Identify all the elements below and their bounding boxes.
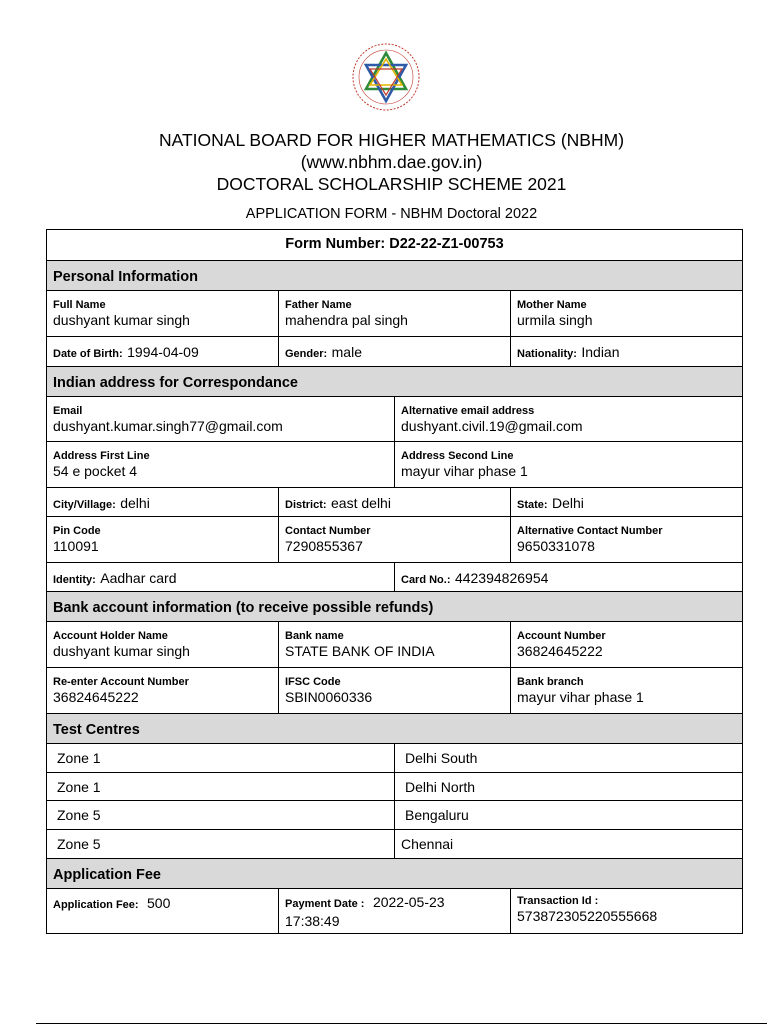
alt-email-label: Alternative email address — [401, 405, 535, 417]
centre-city: Delhi North — [405, 779, 476, 795]
dob-value: 1994-04-09 — [127, 344, 199, 360]
gender-value: male — [331, 344, 362, 360]
ifsc-cell — [279, 668, 511, 713]
centre-row — [47, 830, 742, 859]
identity-cell — [47, 563, 395, 591]
email-cell — [47, 397, 395, 441]
board-title: NATIONAL BOARD FOR HIGHER MATHEMATICS (NBHM) — [158, 130, 625, 150]
state-cell — [511, 488, 742, 516]
bank-row-2 — [47, 668, 742, 714]
pin-label: Pin Code — [53, 525, 101, 537]
address-line2-label: Address Second Line — [401, 450, 514, 462]
full-name-cell — [47, 291, 279, 336]
nationality-label: Nationality: — [517, 348, 577, 360]
ifsc-value: SBIN0060336 — [285, 689, 373, 705]
pin-cell — [47, 517, 279, 562]
nbhm-logo — [346, 41, 426, 113]
application-form — [46, 229, 743, 934]
personal-details-row — [47, 337, 742, 367]
identity-value: Aadhar card — [100, 570, 177, 586]
transaction-value: 573872305220555668 — [517, 908, 658, 924]
section-personal — [47, 261, 742, 291]
father-name-value: mahendra pal singh — [285, 312, 408, 328]
father-name-label: Father Name — [285, 299, 352, 311]
district-label: District: — [285, 499, 327, 511]
bank-branch-value: mayur vihar phase 1 — [517, 689, 644, 705]
payment-time-value: 17:38:49 — [285, 913, 340, 929]
contact-row — [47, 517, 742, 563]
holder-label: Account Holder Name — [53, 630, 168, 642]
card-label: Card No.: — [401, 574, 451, 586]
district-value: east delhi — [331, 495, 391, 511]
fee-row — [47, 889, 742, 933]
address-line2-value: mayur vihar phase 1 — [401, 463, 528, 479]
email-value: dushyant.kumar.singh77@gmail.com — [53, 418, 283, 434]
holder-cell — [47, 622, 279, 667]
account-number-cell — [511, 622, 742, 667]
centre-city: Delhi South — [405, 750, 478, 766]
state-value: Delhi — [552, 495, 584, 511]
address-line1-value: 54 e pocket 4 — [53, 463, 138, 479]
address-lines-row — [47, 442, 742, 488]
section-title-personal: Personal Information — [53, 269, 199, 285]
section-title-centres: Test Centres — [53, 722, 140, 738]
section-title-bank: Bank account information (to receive possible refunds) — [53, 600, 434, 616]
full-name-label: Full Name — [53, 299, 106, 311]
mother-name-value: urmila singh — [517, 312, 593, 328]
section-title-fee: Application Fee — [53, 867, 161, 883]
alt-contact-label: Alternative Contact Number — [517, 525, 663, 537]
section-title-address: Indian address for Correspondance — [53, 375, 298, 391]
full-name-value: dushyant kumar singh — [53, 312, 190, 328]
centre-row — [47, 744, 742, 773]
transaction-label: Transaction Id : — [517, 895, 599, 907]
contact-value: 7290855367 — [285, 538, 363, 554]
city-cell — [47, 488, 279, 516]
centre-zone: Zone 1 — [47, 744, 395, 772]
bank-name-cell — [279, 622, 511, 667]
section-bank — [47, 592, 742, 622]
payment-date-value: 2022-05-23 — [372, 894, 445, 910]
account-number-value: 36824645222 — [517, 643, 603, 659]
centre-city: Chennai — [401, 836, 454, 852]
city-row — [47, 488, 742, 517]
reenter-account-label: Re-enter Account Number — [53, 676, 189, 688]
board-website: (www.nbhm.dae.gov.in) — [300, 152, 483, 172]
bank-branch-label: Bank branch — [517, 676, 584, 688]
gender-label: Gender: — [285, 348, 328, 360]
alt-contact-cell — [511, 517, 742, 562]
email-row — [47, 397, 742, 442]
section-test-centres — [47, 714, 742, 744]
section-application-fee — [47, 859, 742, 889]
reenter-account-value: 36824645222 — [53, 689, 139, 705]
holder-value: dushyant kumar singh — [53, 643, 190, 659]
address-line1-cell — [47, 442, 395, 487]
transaction-cell — [511, 889, 742, 933]
address-line1-label: Address First Line — [53, 450, 150, 462]
mother-name-label: Mother Name — [517, 299, 587, 311]
centre-zone: Zone 5 — [47, 830, 395, 858]
alt-email-value: dushyant.civil.19@gmail.com — [401, 418, 583, 434]
fee-label: Application Fee: — [53, 899, 139, 911]
city-value: delhi — [120, 495, 150, 511]
bank-row-1 — [47, 622, 742, 668]
section-address — [47, 367, 742, 397]
form-number-row — [47, 230, 742, 261]
centre-row — [47, 801, 742, 830]
scheme-title: DOCTORAL SCHOLARSHIP SCHEME 2021 — [216, 174, 567, 194]
ifsc-label: IFSC Code — [285, 676, 341, 688]
mother-name-cell — [511, 291, 742, 336]
city-label: City/Village: — [53, 499, 116, 511]
centre-zone: Zone 1 — [47, 773, 395, 800]
bank-branch-cell — [511, 668, 742, 713]
address-line2-cell — [395, 442, 742, 487]
dob-label: Date of Birth: — [53, 348, 123, 360]
nationality-cell — [511, 337, 742, 366]
form-number: Form Number: D22-22-Z1-00753 — [285, 236, 504, 252]
bank-name-label: Bank name — [285, 630, 344, 642]
centre-city: Bengaluru — [405, 807, 469, 823]
email-label: Email — [53, 405, 83, 417]
father-name-cell — [279, 291, 511, 336]
district-cell — [279, 488, 511, 516]
state-label: State: — [517, 499, 548, 511]
centre-row — [47, 773, 742, 801]
payment-date-cell — [279, 889, 511, 933]
personal-names-row — [47, 291, 742, 337]
centre-zone: Zone 5 — [47, 801, 395, 829]
card-cell — [395, 563, 742, 591]
fee-value: 500 — [147, 895, 171, 911]
account-number-label: Account Number — [517, 630, 606, 642]
contact-label: Contact Number — [285, 525, 371, 537]
form-subtitle: APPLICATION FORM - NBHM Doctoral 2022 — [245, 206, 538, 222]
fee-cell — [47, 889, 279, 933]
identity-row — [47, 563, 742, 592]
identity-label: Identity: — [53, 574, 96, 586]
payment-date-label: Payment Date : — [285, 898, 365, 910]
alt-email-cell — [395, 397, 742, 441]
pin-value: 110091 — [53, 538, 99, 554]
dob-cell — [47, 337, 279, 366]
contact-cell — [279, 517, 511, 562]
nationality-value: Indian — [581, 344, 620, 360]
card-value: 442394826954 — [454, 570, 549, 586]
alt-contact-value: 9650331078 — [517, 538, 595, 554]
bank-name-value: STATE BANK OF INDIA — [285, 643, 435, 659]
reenter-account-cell — [47, 668, 279, 713]
gender-cell — [279, 337, 511, 366]
